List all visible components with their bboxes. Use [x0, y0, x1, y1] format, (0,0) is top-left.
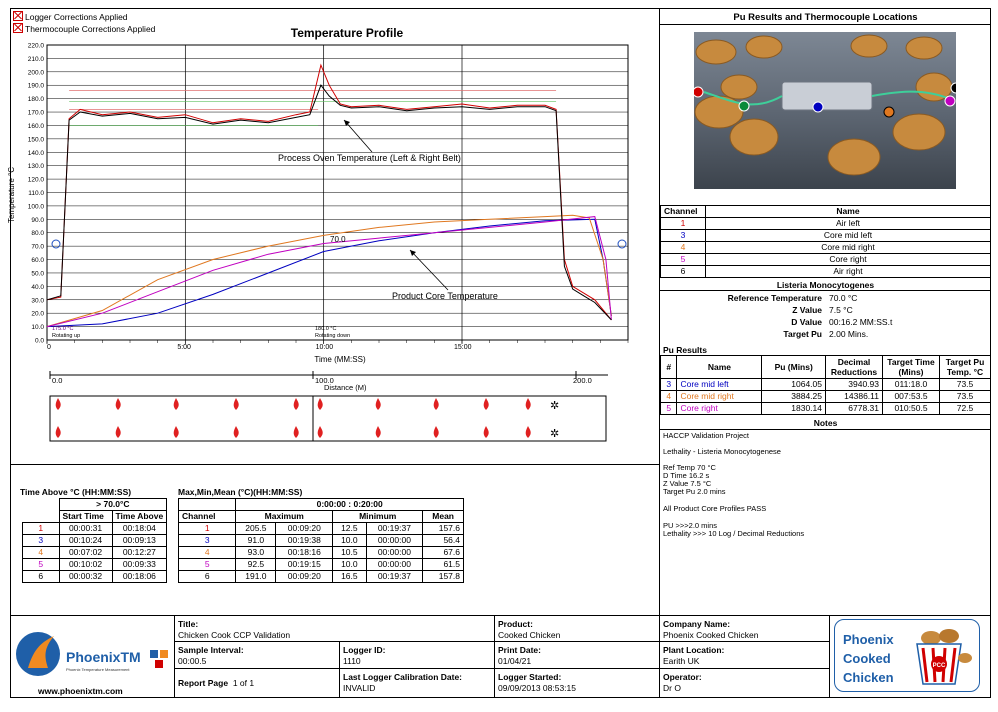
cell: 3940.93	[826, 379, 883, 391]
bucket-badge-text: PCC	[932, 663, 946, 669]
cell: 205.5	[236, 523, 276, 535]
cell: 1	[179, 523, 236, 535]
y-tick-label: 10.0	[31, 324, 44, 332]
cell: 5	[23, 559, 60, 571]
y-axis-ticks	[28, 43, 45, 345]
company-label: Company Name:	[663, 619, 731, 629]
company-logo-text	[843, 630, 894, 687]
end-marker[interactable]	[618, 240, 626, 248]
series-group	[47, 65, 611, 327]
company-logo	[834, 619, 980, 692]
cell: 007:53.5	[883, 391, 940, 403]
logo-square-icon	[160, 650, 168, 658]
cell: 6	[23, 571, 60, 583]
print-date-value: 01/04/21	[498, 656, 532, 666]
cell: 3	[179, 535, 236, 547]
flame-icon	[174, 426, 179, 438]
col-header: Minimum	[333, 511, 423, 523]
table-row	[179, 523, 464, 535]
drumstick-icon	[939, 629, 959, 643]
series-line-6	[47, 85, 611, 320]
product-value: Cooked Chicken	[498, 630, 561, 640]
cell: 00:19:38	[276, 535, 333, 547]
chicken-piece	[721, 75, 757, 99]
reference-line-label: 70.0	[330, 235, 346, 244]
distance-tick-label: 0.0	[52, 376, 63, 385]
col-header: Decimal Reductions	[826, 356, 883, 379]
cell: 6778.31	[826, 403, 883, 415]
y-tick-label: 110.0	[28, 190, 44, 197]
zone1-rotation: Rotating up	[52, 333, 81, 339]
flame-icon	[318, 426, 323, 438]
flame-icon	[56, 398, 61, 410]
notes-title: Notes	[813, 418, 838, 428]
footer-divider	[10, 615, 991, 616]
note-line: All Product Core Profiles PASS	[663, 504, 767, 513]
cell: 00:18:06	[112, 571, 167, 583]
note-line: Lethality >>> 10 Log / Decimal Reductions	[663, 529, 805, 538]
col-header: Time Above	[112, 511, 167, 523]
channel-num: 6	[661, 266, 706, 278]
y-tick-label: 150.0	[27, 136, 44, 144]
cell: 00:09:13	[112, 535, 167, 547]
drumstick-icon	[921, 631, 941, 645]
phoenixtm-logo	[14, 628, 174, 683]
x-axis-label: Time (MM:SS)	[314, 355, 366, 364]
y-tick-label: 100.0	[27, 203, 44, 211]
target-pu-label: Target Pu	[783, 329, 822, 339]
drumstick-icon	[958, 653, 972, 663]
flame-icon	[526, 398, 531, 410]
cell: 12.5	[333, 523, 366, 535]
blank-cell	[179, 499, 236, 511]
probe-4-marker	[884, 107, 894, 117]
plant-label: Plant Location:	[663, 645, 725, 655]
table-row	[23, 523, 167, 535]
logo-text: PhoenixTM	[66, 649, 141, 665]
table-row	[661, 403, 991, 415]
ref-temp-value: 70.0 °C	[829, 293, 858, 303]
cell: 00:00:00	[366, 535, 423, 547]
oven-zone-strip	[50, 396, 606, 441]
logger-box	[782, 82, 872, 110]
operator-value: Dr O	[663, 683, 681, 693]
z-value-label: Z Value	[792, 305, 822, 315]
chart-title: Temperature Profile	[290, 26, 404, 40]
y-tick-label: 40.0	[31, 283, 44, 291]
logo-square-icon	[150, 650, 158, 658]
report-page-value: 1 of 1	[232, 678, 255, 688]
oven-arrow	[344, 120, 372, 152]
probe-2-marker	[739, 101, 749, 111]
name-header: Name	[706, 206, 991, 218]
flame-icon	[56, 426, 61, 438]
channel-name: Air right	[706, 266, 991, 278]
y-tick-label: 50.0	[31, 270, 44, 278]
x-tick-label: 5:00	[177, 344, 191, 351]
x-tick-label: 0	[47, 344, 51, 351]
cell: 00:09:20	[276, 523, 333, 535]
title-label: Title:	[178, 619, 199, 629]
channel-num: 3	[661, 230, 706, 242]
note-line: Z Value 7.5 °C	[663, 479, 712, 488]
maxminmean-title: Max,Min,Mean (°C)(HH:MM:SS)	[178, 487, 303, 497]
y-tick-label: 170.0	[27, 109, 44, 117]
col-header: Mean	[423, 511, 464, 523]
footer-divider	[174, 615, 175, 698]
time-above-title: Time Above °C (HH:MM:SS)	[20, 487, 132, 497]
flame-icon	[116, 426, 121, 438]
cell: 00:07:02	[59, 547, 112, 559]
table-row	[23, 571, 167, 583]
flame-icon	[116, 398, 121, 410]
cell: 16.5	[333, 571, 366, 583]
logger-started-value: 09/09/2013 08:53:15	[498, 683, 576, 693]
ref-temp-label: Reference Temperature	[727, 293, 822, 303]
cell: 1064.05	[762, 379, 826, 391]
table-row	[661, 266, 991, 278]
cell: 14386.11	[826, 391, 883, 403]
blank-cell	[23, 499, 60, 511]
footer-divider	[829, 615, 830, 698]
y-tick-label: 30.0	[31, 297, 44, 305]
company-value: Phoenix Cooked Chicken	[663, 630, 759, 640]
chicken-piece	[893, 114, 945, 150]
zone2-rotation: Rotating down	[315, 333, 351, 339]
cell: 3	[23, 535, 60, 547]
y-tick-label: 200.0	[27, 69, 44, 77]
zone2-temp: 180.0 °C	[315, 326, 337, 332]
y-tick-label: 20.0	[31, 310, 44, 318]
cell: 00:18:16	[276, 547, 333, 559]
chicken-bucket-icon	[911, 624, 975, 688]
oven-arrowhead	[344, 120, 350, 126]
note-line: HACCP Validation Project	[663, 431, 750, 440]
y-tick-label: 160.0	[27, 122, 44, 130]
table-row	[179, 571, 464, 583]
table-row	[661, 391, 991, 403]
table-row	[23, 535, 167, 547]
flame-icon	[376, 426, 381, 438]
pu-title-divider	[660, 24, 991, 25]
table-row	[179, 547, 464, 559]
chicken-piece	[828, 139, 880, 175]
cell: 1830.14	[762, 403, 826, 415]
cell: 93.0	[236, 547, 276, 559]
cell: 00:00:32	[59, 571, 112, 583]
target-pu-value: 2.00 Mins.	[829, 329, 869, 339]
y-tick-label: 220.0	[27, 42, 44, 50]
start-marker[interactable]	[52, 240, 60, 248]
cell: 00:09:20	[276, 571, 333, 583]
cell: 00:12:27	[112, 547, 167, 559]
flame-icon	[376, 398, 381, 410]
cell: 010:50.5	[883, 403, 940, 415]
col-header: Pu (Mins)	[762, 356, 826, 379]
col-header: Start Time	[59, 511, 112, 523]
oven-annotation: Process Oven Temperature (Left & Right Belt)	[278, 153, 461, 163]
cell: 72.5	[940, 403, 991, 415]
channel-name: Core right	[706, 254, 991, 266]
cell: 011:18.0	[883, 379, 940, 391]
brand-line: Chicken	[843, 670, 894, 685]
col-header: Name	[677, 356, 762, 379]
maxminmean-table	[178, 498, 464, 583]
note-line: D Time 16.2 s	[663, 471, 710, 480]
footer-divider	[339, 641, 340, 698]
cell: Core right	[677, 403, 762, 415]
flame-icon	[526, 426, 531, 438]
cell: 157.8	[423, 571, 464, 583]
cell: 00:19:15	[276, 559, 333, 571]
operator-label: Operator:	[663, 672, 702, 682]
footer-divider	[494, 615, 495, 698]
cell: 4	[23, 547, 60, 559]
series-line-5	[47, 217, 611, 327]
cell: 00:00:00	[366, 559, 423, 571]
y-tick-label: 60.0	[31, 257, 44, 265]
flame-icon	[234, 398, 239, 410]
cell: 91.0	[236, 535, 276, 547]
table-row	[23, 559, 167, 571]
note-line: Ref Temp 70 °C	[663, 463, 716, 472]
website[interactable]: www.phoenixtm.com	[38, 686, 123, 696]
title-value: Chicken Cook CCP Validation	[178, 630, 291, 640]
fan-icon: ✲	[550, 427, 560, 440]
cell: 00:19:37	[366, 523, 423, 535]
channel-num: 1	[661, 218, 706, 230]
cell: Core mid right	[677, 391, 762, 403]
temperature-chart	[0, 0, 660, 464]
flame-icon	[294, 426, 299, 438]
cell: 67.6	[423, 547, 464, 559]
col-header: #	[661, 356, 677, 379]
core-arrow	[410, 250, 448, 290]
calibration-value: INVALID	[343, 683, 376, 693]
legend-logger-label: Logger Corrections Applied	[25, 12, 128, 22]
threshold-header: > 70.0°C	[59, 499, 167, 511]
time-above-table	[22, 498, 167, 583]
y-axis-label: Temperature °C	[7, 166, 16, 224]
y-tick-label: 90.0	[31, 216, 44, 224]
distance-tick-label: 200.0	[573, 376, 592, 385]
interval-value: 00:00.5	[178, 656, 207, 666]
cell: 00:10:24	[59, 535, 112, 547]
cell: 5	[179, 559, 236, 571]
col-header: Target Pu Temp. °C	[940, 356, 991, 379]
core-annotation: Product Core Temperature	[392, 291, 498, 301]
cell: 1	[23, 523, 60, 535]
cell: 00:00:31	[59, 523, 112, 535]
series-line-4	[47, 215, 611, 326]
listeria-divider	[660, 290, 991, 291]
y-tick-label: 80.0	[31, 230, 44, 238]
brand-line: Cooked	[843, 651, 891, 666]
x-axis-ticks	[47, 344, 472, 351]
chicken-piece	[906, 37, 942, 59]
grid	[47, 45, 628, 344]
brand-line: Phoenix	[843, 632, 894, 647]
note-line: PU >>>2.0 mins	[663, 521, 717, 530]
cell: 4	[661, 391, 677, 403]
x-tick-label: 10:00	[315, 344, 334, 351]
table-row	[661, 230, 991, 242]
product-label: Product:	[498, 619, 533, 629]
interval-label: Sample Interval:	[178, 645, 244, 655]
notes-divider	[660, 429, 991, 430]
flame-icon	[294, 398, 299, 410]
col-header: Maximum	[236, 511, 333, 523]
note-line: Target Pu 2.0 mins	[663, 487, 726, 496]
cell: 00:18:04	[112, 523, 167, 535]
probe-5-marker	[945, 96, 955, 106]
channel-num: 4	[661, 242, 706, 254]
y-tick-label: 140.0	[27, 149, 44, 157]
cell: 3	[661, 379, 677, 391]
zone1-temp: 175.0 °C	[52, 326, 74, 332]
flame-icon	[484, 398, 489, 410]
y-tick-label: 210.0	[27, 55, 44, 63]
cell: 00:09:33	[112, 559, 167, 571]
y-tick-label: 130.0	[27, 163, 44, 171]
flame-icon	[434, 426, 439, 438]
print-date-label: Print Date:	[498, 645, 541, 655]
cell: 5	[661, 403, 677, 415]
fan-icon: ✲	[550, 399, 560, 412]
probe-3-marker	[813, 102, 823, 112]
cell: 92.5	[236, 559, 276, 571]
logo-square-icon	[155, 660, 163, 668]
cell: 3884.25	[762, 391, 826, 403]
channel-name: Core mid left	[706, 230, 991, 242]
channel-name: Core mid right	[706, 242, 991, 254]
cell: 00:19:37	[366, 571, 423, 583]
flame-icon	[434, 398, 439, 410]
probe-1-marker	[694, 87, 703, 97]
chicken-tray-image	[694, 32, 956, 189]
range-header: 0:00:00 : 0:20:00	[236, 499, 464, 511]
calibration-label: Last Logger Calibration Date:	[343, 672, 463, 682]
logger-id-value: 1110	[343, 656, 361, 666]
y-tick-label: 120.0	[27, 176, 44, 184]
y-tick-label: 0.0	[34, 337, 44, 345]
d-value: 00:16.2 MM:SS.t	[829, 317, 893, 327]
cell: 73.5	[940, 379, 991, 391]
cell: 73.5	[940, 391, 991, 403]
flame-icon	[318, 398, 323, 410]
cell: 10.0	[333, 535, 366, 547]
chicken-piece	[746, 36, 782, 58]
logo-subtitle: Phoenix Temperature Measurement	[66, 667, 130, 672]
cell: 00:00:00	[366, 547, 423, 559]
cell: 10.5	[333, 547, 366, 559]
flame-icon	[234, 426, 239, 438]
cell: 56.4	[423, 535, 464, 547]
col-header: Channel	[179, 511, 236, 523]
table-row	[661, 379, 991, 391]
cell: Core mid left	[677, 379, 762, 391]
report-page-label: Report Page	[178, 678, 229, 688]
thermocouple-photo	[694, 32, 956, 189]
d-value-label: D Value	[791, 317, 822, 327]
chicken-piece	[696, 40, 736, 64]
channel-header: Channel	[661, 206, 706, 218]
channel-num: 5	[661, 254, 706, 266]
distance-tick-label: 100.0	[315, 376, 334, 385]
cell: 157.6	[423, 523, 464, 535]
table-row	[179, 559, 464, 571]
logger-id-label: Logger ID:	[343, 645, 386, 655]
footer-row-divider	[174, 641, 830, 642]
distance-axis-label: Distance (M)	[324, 383, 367, 392]
col-header: Target Time (Mins)	[883, 356, 940, 379]
cell: 00:10:02	[59, 559, 112, 571]
y-tick-label: 70.0	[31, 243, 44, 251]
plant-value: Earith UK	[663, 656, 700, 666]
table-row	[23, 547, 167, 559]
pu-results-table	[660, 355, 991, 415]
logger-started-label: Logger Started:	[498, 672, 562, 682]
legend-thermocouple-label: Thermocouple Corrections Applied	[25, 24, 156, 34]
blank-cell	[23, 511, 60, 523]
table-row	[661, 242, 991, 254]
z-value: 7.5 °C	[829, 305, 853, 315]
table-row	[661, 218, 991, 230]
listeria-title: Listeria Monocytogenes	[776, 280, 875, 290]
cell: 10.0	[333, 559, 366, 571]
channel-name: Air left	[706, 218, 991, 230]
cell: 6	[179, 571, 236, 583]
table-row	[661, 254, 991, 266]
report-page	[178, 678, 254, 688]
y-tick-label: 190.0	[27, 82, 44, 90]
chicken-piece	[695, 96, 743, 128]
chicken-piece	[851, 35, 887, 57]
pu-panel-title: Pu Results and Thermocouple Locations	[733, 12, 918, 23]
flame-icon	[174, 398, 179, 410]
chicken-piece	[730, 119, 778, 155]
cell: 191.0	[236, 571, 276, 583]
burner-row	[56, 398, 560, 440]
y-tick-label: 180.0	[27, 96, 44, 104]
flame-icon	[484, 426, 489, 438]
cell: 4	[179, 547, 236, 559]
note-line: Lethality - Listeria Monocytogenese	[663, 447, 781, 456]
cell: 61.5	[423, 559, 464, 571]
pu-results-title: Pu Results	[663, 345, 707, 355]
chart-bottom-divider	[10, 464, 660, 465]
channel-table	[660, 205, 991, 278]
footer-row-divider	[174, 668, 830, 669]
x-tick-label: 15:00	[454, 344, 472, 351]
table-row	[179, 535, 464, 547]
